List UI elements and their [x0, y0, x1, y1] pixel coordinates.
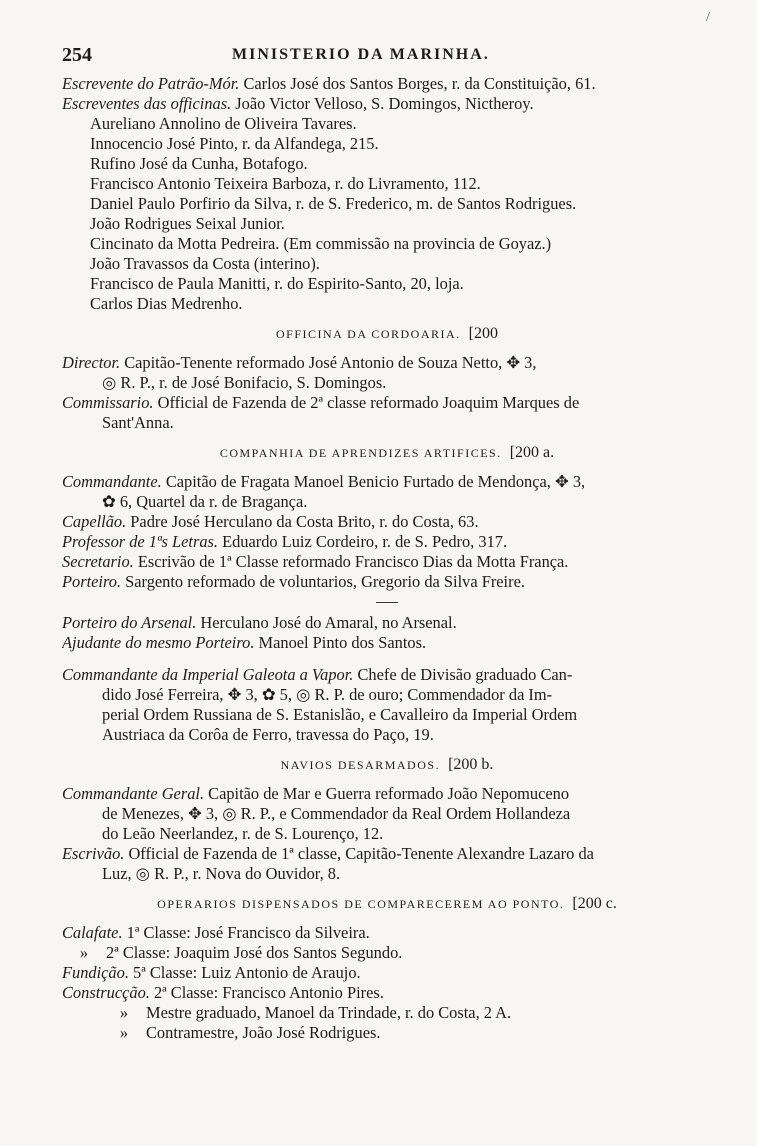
- entry-label: Capellão.: [62, 512, 127, 531]
- name-line: Cincinato da Motta Pedreira. (Em commissão na provincia de Goyaz.): [90, 234, 552, 253]
- entry-director: [62, 353, 712, 373]
- entry-text: 2ª Classe: Francisco Antonio Pires.: [149, 983, 384, 1002]
- entry-capellao: [62, 512, 712, 532]
- entry-calafate: [62, 923, 712, 943]
- ditto-mark: »: [119, 1023, 129, 1042]
- entry-label: Professor de 1ªs Letras.: [62, 532, 218, 551]
- entry-text: Capitão de Mar e Guerra reformado João Nepomuceno: [204, 784, 570, 803]
- entry-continuation: ✿ 6, Quartel da r. de Bragança.: [102, 492, 308, 511]
- entry-escrivao: [62, 844, 712, 864]
- name-line: Daniel Paulo Porfirio da Silva, r. de S. Frederico, m. de Santos Rodrigues.: [90, 194, 577, 213]
- page-number: 254: [62, 44, 92, 66]
- section-rule: [376, 602, 398, 603]
- section-heading-desarmados: [62, 755, 712, 775]
- entry-commissario: [62, 393, 712, 413]
- section-heading-aprendizes: [62, 443, 712, 463]
- running-head: [62, 44, 712, 66]
- entry-ajudante-porteiro: [62, 633, 712, 653]
- entry-continuation: de Menezes, ✥ 3, ◎ R. P., e Commendador da Real Ordem Hollandeza: [102, 804, 571, 823]
- name-line: Carlos Dias Medrenho.: [90, 294, 243, 313]
- section-title: OFFICINA DA CORDOARIA.: [275, 327, 461, 341]
- entry-text: Sargento reformado de voluntarios, Gregorio da Silva Freire.: [121, 572, 525, 591]
- entry-label: Commandante Geral.: [62, 784, 205, 803]
- entry-continuation: do Leão Neerlandez, r. de S. Lourenço, 12.: [102, 824, 384, 843]
- entry-label: Fundição.: [62, 963, 129, 982]
- entry-label: Construcção.: [62, 983, 150, 1002]
- entry-label: Director.: [62, 353, 121, 372]
- entry-continuation: Austriaca da Corôa de Ferro, travessa do Paço, 19.: [102, 725, 434, 744]
- entry-continuation: Sant'Anna.: [102, 413, 174, 432]
- entry-label: Secretario.: [62, 552, 134, 571]
- corner-mark: /: [706, 10, 710, 25]
- entry-escreventes-officinas: [62, 94, 712, 114]
- entry-label: Porteiro do Arsenal.: [62, 613, 197, 632]
- running-title: MINISTERIO DA MARINHA.: [232, 46, 490, 63]
- entry-text: Carlos José dos Santos Borges, r. da Constituição, 61.: [239, 74, 596, 93]
- entry-porteiro: [62, 572, 712, 592]
- entry-continuation: ◎ R. P., r. de José Bonifacio, S. Domingos.: [102, 373, 387, 392]
- name-line: Aureliano Annolino de Oliveira Tavares.: [90, 114, 357, 133]
- entry-text: Padre José Herculano da Costa Brito, r. do Costa, 63.: [126, 512, 479, 531]
- entry-text: Mestre graduado, Manoel da Trindade, r. do Costa, 2 A.: [146, 1003, 512, 1022]
- section-number: [200 b.: [448, 756, 494, 773]
- section-title: NAVIOS DESARMADOS.: [280, 758, 441, 772]
- entry-contramestre: [62, 1023, 712, 1043]
- name-line: Innocencio José Pinto, r. da Alfandega, 215.: [90, 134, 379, 153]
- entry-label: Commandante.: [62, 472, 162, 491]
- entry-text: Capitão-Tenente reformado José Antonio de Souza Netto, ✥ 3,: [120, 353, 537, 372]
- entry-text: 2ª Classe: Joaquim José dos Santos Segundo.: [106, 943, 403, 962]
- entry-professor: [62, 532, 712, 552]
- entry-text: Capitão de Fragata Manoel Benicio Furtado de Mendonça, ✥ 3,: [161, 472, 586, 491]
- name-line: Rufino José da Cunha, Botafogo.: [90, 154, 308, 173]
- entry-text: Escrivão de 1ª Classe reformado Francisco Dias da Motta França.: [133, 552, 569, 571]
- entry-mestre: [62, 1003, 712, 1023]
- entry-label: Commandante da Imperial Galeota a Vapor.: [62, 665, 354, 684]
- entry-label: Calafate.: [62, 923, 123, 942]
- name-line: Francisco Antonio Teixeira Barboza, r. do Livramento, 112.: [90, 174, 481, 193]
- ditto-mark: »: [119, 1003, 129, 1022]
- entry-calafate-2: [62, 943, 712, 963]
- entry-fundicao: [62, 963, 712, 983]
- section-heading-cordoaria: [62, 324, 712, 344]
- section-number: [200 c.: [572, 895, 617, 912]
- name-line: João Travassos da Costa (interino).: [90, 254, 320, 273]
- entry-label: Escrivão.: [62, 844, 125, 863]
- entry-text: Chefe de Divisão graduado Can-: [353, 665, 573, 684]
- section-number: [200 a.: [509, 444, 555, 461]
- entry-secretario: [62, 552, 712, 572]
- page-body: [62, 74, 712, 1043]
- ditto-mark: »: [79, 943, 89, 962]
- name-line: Francisco de Paula Manitti, r. do Espirito-Santo, 20, loja.: [90, 274, 464, 293]
- entry-commandante: [62, 472, 712, 492]
- entry-continuation: perial Ordem Russiana de S. Estanislão, e Cavalleiro da Imperial Ordem: [102, 705, 578, 724]
- entry-text: João Victor Velloso, S. Domingos, Nictheroy.: [231, 94, 534, 113]
- section-number: [200: [468, 325, 498, 342]
- section-heading-operarios: [62, 894, 712, 914]
- entry-label: Commissario.: [62, 393, 154, 412]
- entry-label: Ajudante do mesmo Porteiro.: [62, 633, 255, 652]
- entry-continuation: dido José Ferreira, ✥ 3, ✿ 5, ◎ R. P. de ouro; Commendador da Im-: [102, 685, 553, 704]
- entry-text: Official de Fazenda de 2ª classe reformado Joaquim Marques de: [153, 393, 580, 412]
- entry-text: Manoel Pinto dos Santos.: [254, 633, 427, 652]
- entry-text: Contramestre, João José Rodrigues.: [146, 1023, 381, 1042]
- entry-commandante-galeota: [62, 665, 712, 685]
- entry-continuation: Luz, ◎ R. P., r. Nova do Ouvidor, 8.: [102, 864, 341, 883]
- entry-text: 5ª Classe: Luiz Antonio de Araujo.: [128, 963, 361, 982]
- entry-porteiro-arsenal: [62, 613, 712, 633]
- entry-commandante-geral: [62, 784, 712, 804]
- entry-text: Eduardo Luiz Cordeiro, r. de S. Pedro, 317.: [218, 532, 508, 551]
- entry-label: Escrevente do Patrão-Mór.: [62, 74, 240, 93]
- entry-label: Porteiro.: [62, 572, 122, 591]
- entry-construccao: [62, 983, 712, 1003]
- entry-text: Herculano José do Amaral, no Arsenal.: [196, 613, 457, 632]
- section-title: COMPANHIA DE APRENDIZES ARTIFICES.: [219, 446, 502, 460]
- entry-escrevente-patrao: [62, 74, 712, 94]
- entry-text: Official de Fazenda de 1ª classe, Capitão-Tenente Alexandre Lazaro da: [124, 844, 594, 863]
- section-title: OPERARIOS DISPENSADOS DE COMPARECEREM AO PONTO.: [157, 897, 565, 911]
- entry-label: Escreventes das officinas.: [62, 94, 232, 113]
- entry-text: 1ª Classe: José Francisco da Silveira.: [122, 923, 370, 942]
- name-line: João Rodrigues Seixal Junior.: [90, 214, 285, 233]
